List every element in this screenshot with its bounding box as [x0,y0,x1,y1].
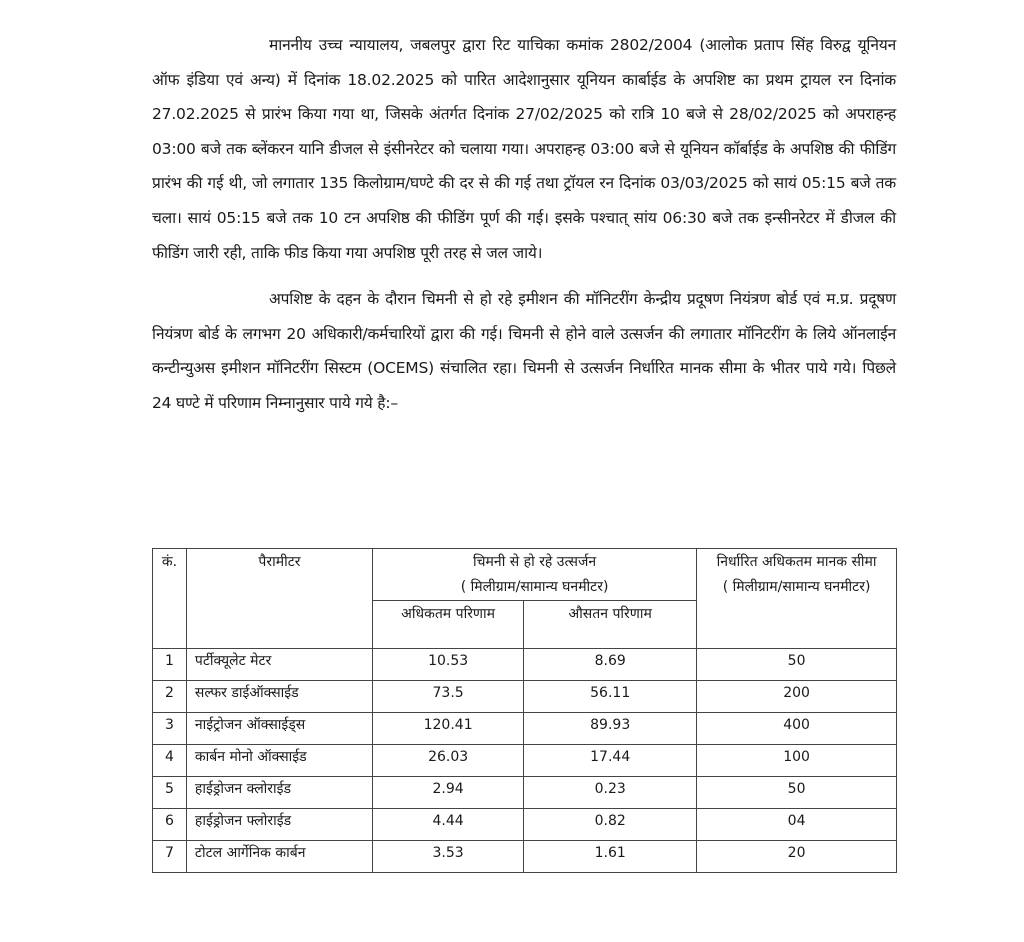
cell-max: 120.41 [373,713,524,745]
cell-max: 26.03 [373,745,524,777]
table-row [153,681,897,713]
cell-serial: 7 [153,841,187,873]
cell-avg: 89.93 [524,713,697,745]
table-row [153,745,897,777]
cell-limit: 04 [697,809,897,841]
cell-parameter: टोटल आर्गेनिक कार्बन [186,841,372,873]
paragraph-trial-run: माननीय उच्च न्यायालय, जबलपुर द्वारा रिट याचिका कमांक 2802/2004 (आलोक प्रताप सिंह विरुद्व यूनियन ऑफ इंडिया एवं अन्य) में दिनांक 18.02.2025 को पारित आदेशानुसार यूनियन कार्बाईड के अपशिष्ट का प्रथम ट्रायल रन दिनांक 27.02.2025 से प्रारंभ किया गया था, जिसके अंतर्गत दिनांक 27/02/2025 को रात्रि 10 बजे से 28/02/2025 को अपराहन्ह 03:00 बजे तक ब्लेंकरन यानि डीजल से इंसीनरेटर को चलाया गया। अपराहन्ह 03:00 बजे से यूनियन कॉर्बाईड के अपशिष्ठ की फीडिंग प्रारंभ की गई थी, जो लगातार 135 किलोग्राम/घण्टे की दर से की गई तथा ट्रॉयल रन दिनांक 03/03/2025 को सायं 05:15 बजे तक चला। सायं 05:15 बजे तक 10 टन अपशिष्ठ की फीडिंग पूर्ण की गई। इसके पश्चात् सांय 06:30 बजे तक इन्सीनरेटर में डीजल की फीडिंग जारी रही, ताकि फीड किया गया अपशिष्ठ पूरी तरह से जल जाये। [152,36,896,262]
header-avg-result: औसतन परिणाम [524,601,697,649]
cell-parameter: हाईड्रोजन क्लोराईड [186,777,372,809]
emission-results-table [152,548,897,873]
cell-serial: 4 [153,745,187,777]
cell-avg: 56.11 [524,681,697,713]
cell-parameter: नाईट्रोजन ऑक्साईड्स [186,713,372,745]
header-serial: कं. [153,549,187,649]
cell-serial: 5 [153,777,187,809]
table-row [153,809,897,841]
cell-max: 73.5 [373,681,524,713]
paragraph-emission-monitoring: अपशिष्ट के दहन के दौरान चिमनी से हो रहे इमीशन की मॉनिटरींग केन्द्रीय प्रदूषण नियंत्रण बोर्ड एवं म.प्र. प्रदूषण नियंत्रण बोर्ड के लगभग 20 अधिकारी/कर्मचारियों द्वारा की गई। चिमनी से होने वाले उत्सर्जन की लगातार मॉनिटरींग के लिये ऑनलाईन कन्टीन्युअस इमीशन मॉनिटरींग सिस्टम (OCEMS) संचालित रहा। चिमनी से उत्सर्जन निर्धारित मानक सीमा के भीतर पाये गये। पिछले 24 घण्टे में परिणाम निम्नानुसार पाये गये है:– [152,290,896,412]
cell-serial: 3 [153,713,187,745]
cell-serial: 2 [153,681,187,713]
cell-serial: 6 [153,809,187,841]
cell-serial: 1 [153,649,187,681]
header-limit [697,549,897,649]
cell-parameter: सल्फर डाईऑक्साईड [186,681,372,713]
cell-limit: 50 [697,777,897,809]
header-emission-group [373,549,697,601]
header-limit-unit: ( मिलीग्राम/सामान्य घनमीटर) [722,579,871,595]
cell-avg: 0.82 [524,809,697,841]
cell-limit: 100 [697,745,897,777]
header-parameter: पैरामीटर [186,549,372,649]
cell-avg: 17.44 [524,745,697,777]
cell-limit: 400 [697,713,897,745]
cell-max: 3.53 [373,841,524,873]
cell-limit: 20 [697,841,897,873]
cell-max: 4.44 [373,809,524,841]
header-limit-title: निर्धारित अधिकतम मानक सीमा [716,554,877,570]
cell-limit: 200 [697,681,897,713]
header-emission-unit: ( मिलीग्राम/सामान्य घनमीटर) [460,579,609,595]
table-row [153,841,897,873]
cell-limit: 50 [697,649,897,681]
cell-avg: 8.69 [524,649,697,681]
cell-max: 2.94 [373,777,524,809]
header-max-result: अधिकतम परिणाम [373,601,524,649]
table-row [153,649,897,681]
cell-avg: 1.61 [524,841,697,873]
cell-max: 10.53 [373,649,524,681]
header-emission-title: चिमनी से हो रहे उत्सर्जन [473,554,597,570]
cell-parameter: कार्बन मोनो ऑक्साईड [186,745,372,777]
cell-avg: 0.23 [524,777,697,809]
document-body [152,28,896,421]
table-row [153,713,897,745]
cell-parameter: हाईड्रोजन फ्लोराईड [186,809,372,841]
cell-parameter: पर्टीक्यूलेट मेटर [186,649,372,681]
table-row [153,777,897,809]
